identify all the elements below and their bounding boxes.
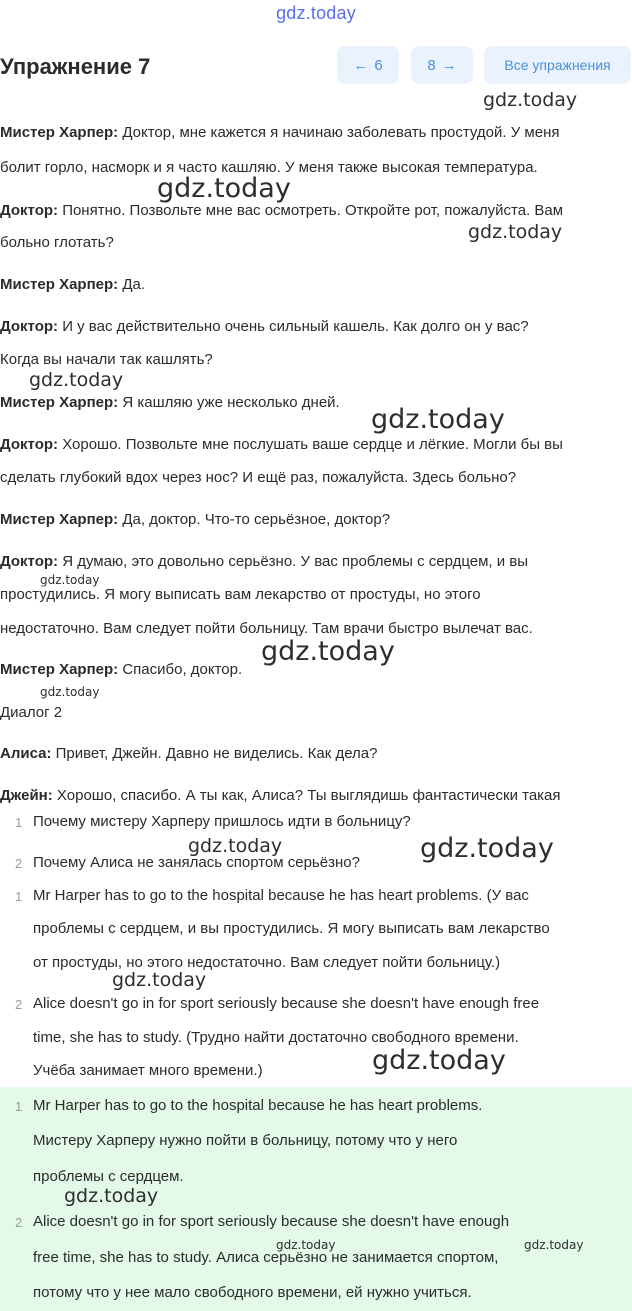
arrow-right-icon: →	[441, 56, 457, 74]
speaker-name: Мистер Харпер:	[0, 511, 119, 528]
page-title: Упражнение 7	[0, 54, 151, 79]
watermark: gdz.today	[483, 89, 578, 111]
question-number: 2	[15, 856, 23, 871]
watermark: gdz.today	[524, 1238, 584, 1252]
prev-exercise-button[interactable]	[337, 46, 399, 84]
watermark: gdz.today	[64, 1185, 159, 1207]
solution-text: Mr Harper has to go to the hospital because he has heart problems.	[33, 1097, 483, 1114]
dialog-text: Я кашляю уже несколько дней.	[122, 394, 340, 411]
dialog-line	[0, 553, 528, 570]
prev-exercise-label: 6	[374, 56, 383, 74]
answer-number: 1	[15, 889, 23, 904]
solution-text: Мистеру Харперу нужно пойти в больницу, потому что у него	[33, 1132, 458, 1149]
watermark: gdz.today	[371, 404, 505, 435]
dialog-text: недостаточно. Вам следует пойти больницу. Там врачи быстро вылечат вас.	[0, 620, 533, 637]
speaker-name: Алиса:	[0, 745, 52, 762]
speaker-name: Мистер Харпер:	[0, 394, 119, 411]
dialog-line	[0, 276, 145, 293]
watermark: gdz.today	[188, 835, 283, 857]
dialog-text: Понятно. Позвольте мне вас осмотреть. Откройте рот, пожалуйста. Вам	[62, 202, 564, 219]
watermark: gdz.today	[420, 833, 554, 864]
dialog-text: Я думаю, это довольно серьёзно. У вас проблемы с сердцем, и вы	[62, 553, 529, 570]
watermark: gdz.today	[261, 636, 395, 667]
dialog-line	[0, 124, 559, 141]
dialog-line	[0, 745, 377, 762]
question-text: Почему мистеру Харперу пришлось идти в больницу?	[33, 813, 411, 830]
speaker-name: Доктор:	[0, 436, 59, 453]
answer-number: 2	[15, 997, 23, 1012]
next-exercise-button[interactable]	[411, 46, 473, 84]
answer-text: Alice doesn't go in for sport seriously because she doesn't have enough free	[33, 995, 540, 1012]
dialog-text: Хорошо. Позвольте мне послушать ваше сердце и лёгкие. Могли бы вы	[62, 436, 563, 453]
watermark: gdz.today	[40, 573, 100, 587]
speaker-name: Доктор:	[0, 202, 59, 219]
dialog-line	[0, 318, 529, 335]
watermark: gdz.today	[468, 221, 563, 243]
speaker-name: Доктор:	[0, 318, 59, 335]
dialog-text: больно глотать?	[0, 234, 114, 251]
watermark: gdz.today	[276, 1238, 336, 1252]
dialog-text: Привет, Джейн. Давно не виделись. Как дела?	[55, 745, 378, 762]
dialog-text: И у вас действительно очень сильный кашель. Как долго он у вас?	[62, 318, 529, 335]
next-exercise-label: 8	[427, 56, 436, 74]
arrow-left-icon: ←	[353, 56, 369, 74]
dialog-text: болит горло, насморк и я часто кашляю. У меня также высокая температура.	[0, 159, 538, 176]
dialog-line	[0, 661, 242, 678]
dialog-line	[0, 787, 561, 804]
all-exercises-button[interactable]: Все упражнения	[484, 46, 631, 84]
question-number: 1	[15, 815, 23, 830]
answer-text: time, she has to study. (Трудно найти достаточно свободного времени.	[33, 1029, 519, 1046]
dialog-text: Да.	[122, 276, 145, 293]
dialog-text: Хорошо, спасибо. А ты как, Алиса? Ты выглядишь фантастически такая	[56, 787, 561, 804]
watermark: gdz.today	[29, 369, 124, 391]
dialog-line	[0, 202, 563, 219]
dialog-line	[0, 436, 563, 453]
watermark: gdz.today	[372, 1045, 506, 1076]
speaker-name: Мистер Харпер:	[0, 661, 119, 678]
watermark: gdz.today	[157, 173, 291, 204]
solution-number: 1	[15, 1099, 23, 1114]
dialog-text: сделать глубокий вдох через нос? И ещё раз, пожалуйста. Здесь больно?	[0, 469, 517, 486]
answer-text: от простуды, но этого недостаточно. Вам следует пойти больницу.)	[33, 954, 501, 971]
exercise-header	[0, 46, 632, 88]
dialog-line	[0, 511, 390, 528]
watermark: gdz.today	[112, 969, 207, 991]
site-logo[interactable]: gdz.today	[276, 3, 356, 23]
watermark: gdz.today	[40, 685, 100, 699]
solution-number: 2	[15, 1215, 23, 1230]
speaker-name: Мистер Харпер:	[0, 124, 119, 141]
dialog-text: простудились. Я могу выписать вам лекарство от простуды, но этого	[0, 586, 481, 603]
speaker-name: Мистер Харпер:	[0, 276, 119, 293]
answer-text: Учёба занимает много времени.)	[33, 1062, 263, 1079]
speaker-name: Доктор:	[0, 553, 59, 570]
solution-text: free time, she has to study. Алиса серьёзно не занимается спортом,	[33, 1249, 499, 1266]
solution-text: потому что у нее мало свободного времени, ей нужно учиться.	[33, 1284, 472, 1301]
dialog-heading: Диалог 2	[0, 704, 63, 721]
question-text: Почему Алиса не занялась спортом серьёзно?	[33, 854, 360, 871]
dialog-text: Да, доктор. Что-то серьёзное, доктор?	[122, 511, 391, 528]
answer-text: Mr Harper has to go to the hospital because he has heart problems. (У вас	[33, 887, 529, 904]
solution-text: проблемы с сердцем.	[33, 1168, 184, 1185]
answer-text: проблемы с сердцем, и вы простудились. Я могу выписать вам лекарство	[33, 920, 550, 937]
dialog-text: Когда вы начали так кашлять?	[0, 351, 213, 368]
dialog-line	[0, 394, 340, 411]
solution-text: Alice doesn't go in for sport seriously because she doesn't have enough	[33, 1213, 510, 1230]
dialog-text: Доктор, мне кажется я начинаю заболевать простудой. У меня	[122, 124, 560, 141]
speaker-name: Джейн:	[0, 787, 53, 804]
dialog-text: Спасибо, доктор.	[122, 661, 243, 678]
